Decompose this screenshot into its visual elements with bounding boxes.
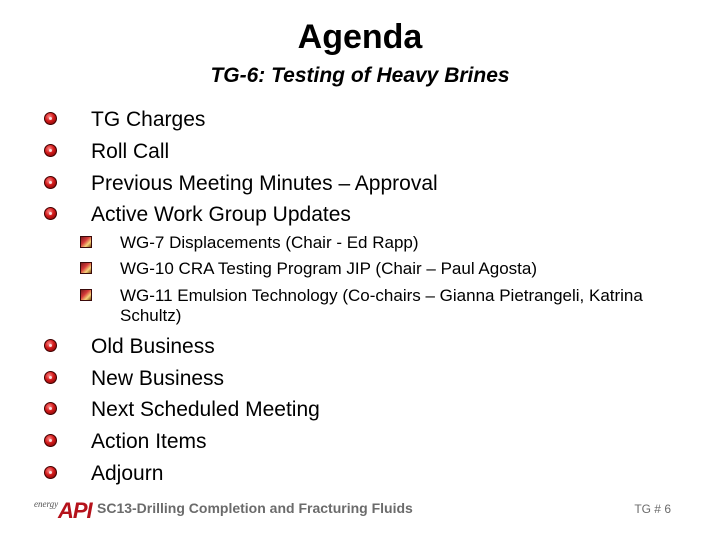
agenda-item-label: Next Scheduled Meeting: [91, 398, 320, 421]
agenda-item-label: Adjourn: [91, 462, 164, 485]
agenda-item-label: New Business: [91, 367, 225, 390]
red-bullet-icon: [44, 207, 57, 220]
red-bullet-icon: [44, 176, 57, 189]
agenda-item-label: TG Charges: [91, 108, 206, 131]
agenda-item-label: Old Business: [91, 335, 215, 358]
red-bullet-icon: [44, 466, 57, 479]
square-bullet-icon: [80, 262, 92, 274]
square-bullet-icon: [80, 289, 92, 301]
red-bullet-icon: [44, 339, 57, 352]
work-group-label: WG-7 Displacements (Chair - Ed Rapp): [120, 233, 419, 252]
committee-name: SC13-Drilling Completion and Fracturing Fluids: [97, 500, 413, 516]
energy-mark: energy: [34, 499, 59, 509]
agenda-item-label: Previous Meeting Minutes – Approval: [91, 172, 438, 195]
red-bullet-icon: [44, 112, 57, 125]
work-group-label: WG-10 CRA Testing Program JIP (Chair – Paul Agosta): [120, 259, 537, 278]
agenda-item-label: Action Items: [91, 430, 207, 453]
red-bullet-icon: [44, 402, 57, 415]
red-bullet-icon: [44, 434, 57, 447]
work-group-label: WG-11 Emulsion Technology (Co-chairs – Gianna Pietrangeli, Katrina Schultz): [120, 286, 643, 325]
agenda-item-label: Active Work Group Updates: [91, 203, 351, 226]
agenda-item-label: Roll Call: [91, 140, 170, 163]
slide-tag: TG # 6: [634, 502, 671, 516]
slide-subtitle: TG-6: Testing of Heavy Brines: [210, 64, 510, 87]
square-bullet-icon: [80, 236, 92, 248]
api-logo-icon: API: [58, 498, 92, 523]
red-bullet-icon: [44, 144, 57, 157]
slide-title: Agenda: [297, 18, 423, 56]
red-bullet-icon: [44, 371, 57, 384]
